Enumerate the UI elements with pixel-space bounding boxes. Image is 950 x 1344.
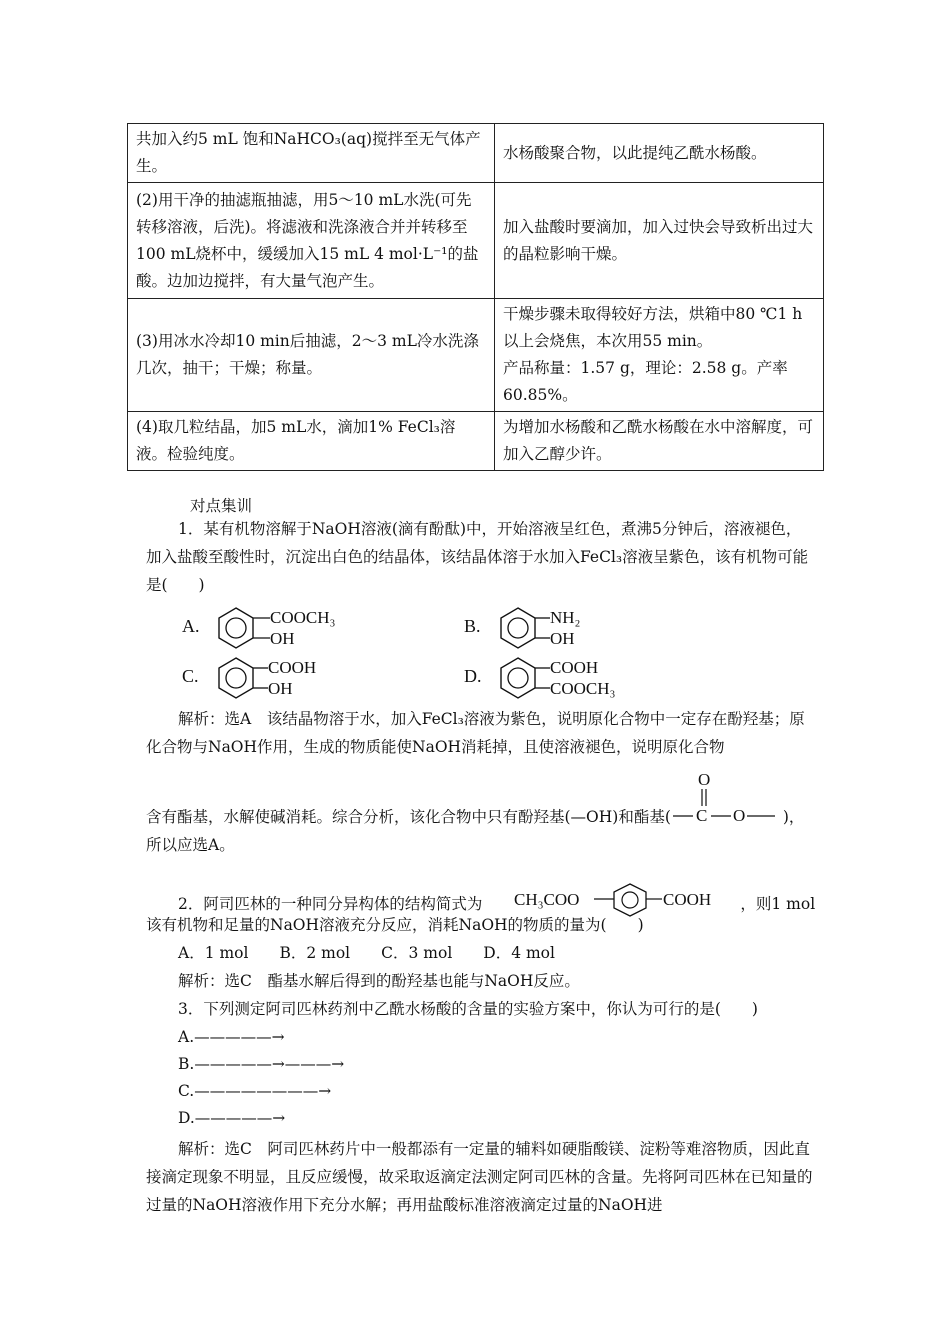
- q1-option-c-label: C.: [182, 666, 199, 686]
- mol-group: OH: [268, 679, 293, 698]
- table-cell: (2)用干净的抽滤瓶抽滤，用5～10 mL水洗(可先转移溶液，后洗)。将滤液和洗涤液合并并转移至100 mL烧杯中，缓缓加入15 mL 4 mol·L⁻¹的盐酸。边加边搅拌，有大量气泡产生。: [128, 183, 495, 299]
- ester-group-structure: [671, 770, 783, 831]
- q3-option-d: D.—————→: [178, 1109, 286, 1127]
- mol-group: OH: [550, 629, 575, 648]
- ester-carbonyl-oxygen: O: [697, 770, 711, 789]
- q3-analysis: 解析：选C 阿司匹林药片中一般都添有一定量的辅料如硬脂酸镁、淀粉等难溶物质，因此直接滴定现象不明显，且反应缓慢，故采取返滴定法测定阿司匹林的含量。先将阿司匹林在已知量的过量的NaOH溶液作用下充分水解；再用盐酸标准溶液滴定过量的NaOH进: [146, 1140, 813, 1214]
- q1-option-c-structure: [210, 654, 350, 706]
- q1-option-a-structure: [210, 604, 380, 656]
- mol-group: COOCH₃: [550, 679, 616, 698]
- experiment-table: [127, 123, 824, 471]
- q1-analysis-line: [146, 770, 816, 831]
- mol-group: COOH: [268, 658, 317, 677]
- q1-option-d-structure: [492, 654, 662, 706]
- q2-analysis: 解析：选C 酯基水解后得到的酚羟基也能与NaOH反应。: [178, 972, 580, 990]
- mol-group: COOH: [550, 658, 599, 677]
- table-row: [128, 124, 824, 183]
- q3-option-b: B.—————→———→: [178, 1055, 345, 1073]
- q3-option-a: A.—————→: [178, 1028, 285, 1046]
- table-cell: (3)用冰水冷却10 min后抽滤，2～3 mL冷水洗涤几次，抽干；干燥；称量。: [128, 299, 495, 412]
- mol-group: OH: [270, 629, 295, 648]
- table-cell: 共加入约5 mL 饱和NaHCO₃(aq)搅拌至无气体产生。: [128, 124, 495, 183]
- table-row: [128, 299, 824, 412]
- mol-group: COOCH₃: [270, 608, 336, 627]
- q3-stem: 3．下列测定阿司匹林药剂中乙酰水杨酸的含量的实验方案中，你认为可行的是( ): [178, 1000, 758, 1018]
- q1-option-b-label: B.: [464, 616, 481, 636]
- ester-oxygen: O: [732, 806, 746, 825]
- table-cell: (4)取几粒结晶，加5 mL水，滴加1% FeCl₃溶液。检验纯度。: [128, 412, 495, 471]
- q1-analysis-text: 含有酯基，水解使碱消耗。综合分析，该化合物中只有酚羟基(—OH)和酯基(: [146, 808, 671, 826]
- ester-carbon: C: [695, 806, 708, 825]
- table-cell: 为增加水杨酸和乙酰水杨酸在水中溶解度，可加入乙醇少许。: [495, 412, 824, 471]
- q1-analysis: 解析：选A 该结晶物溶于水，加入FeCl₃溶液为紫色，说明原化合物中一定存在酚羟基；原化合物与NaOH作用，生成的物质能使NaOH消耗掉，且使溶液褪色，说明原化合物: [146, 710, 805, 756]
- table-cell: 水杨酸聚合物，以此提纯乙酰水杨酸。: [495, 124, 824, 183]
- q1-analysis-end: 所以应选A。: [146, 836, 235, 854]
- q2-stem: 该有机物和足量的NaOH溶液充分反应，消耗NaOH的物质的量为( ): [146, 916, 644, 934]
- table-cell: 加入盐酸时要滴加，加入过快会导致析出过大的晶粒影响干燥。: [495, 183, 824, 299]
- q1-analysis-text: )，: [782, 808, 805, 826]
- mol-group: CH₃COO: [514, 890, 580, 909]
- mol-group: NH₂: [550, 608, 581, 627]
- q1-stem: 1．某有机物溶解于NaOH溶液(滴有酚酞)中，开始溶液呈红色，煮沸5分钟后，溶液褪色，加入盐酸至酸性时，沉淀出白色的结晶体，该结晶体溶于水加入FeCl₃溶液呈紫色，该有机物可能是( ): [146, 520, 809, 594]
- section-title: 对点集训: [190, 497, 253, 515]
- table-row: [128, 412, 824, 471]
- q1-option-d-label: D.: [464, 666, 482, 686]
- q3-option-c: C.————————→: [178, 1082, 332, 1100]
- q1-option-b-structure: [492, 604, 622, 656]
- q1-option-a-label: A.: [182, 616, 200, 636]
- table-cell: 干燥步骤未取得较好方法，烘箱中80 ℃1 h以上会烧焦，本次用55 min。 产品称量：1.57 g，理论：2.58 g。产率60.85%。: [495, 299, 824, 412]
- table-row: [128, 183, 824, 299]
- q2-stem-text: 2．阿司匹林的一种同分异构体的结构简式为: [178, 895, 483, 913]
- mol-group: COOH: [663, 890, 712, 909]
- q2-options: A．1 mol B．2 mol C．3 mol D．4 mol: [178, 944, 555, 962]
- q2-stem-text: ，则1 mol: [740, 895, 816, 913]
